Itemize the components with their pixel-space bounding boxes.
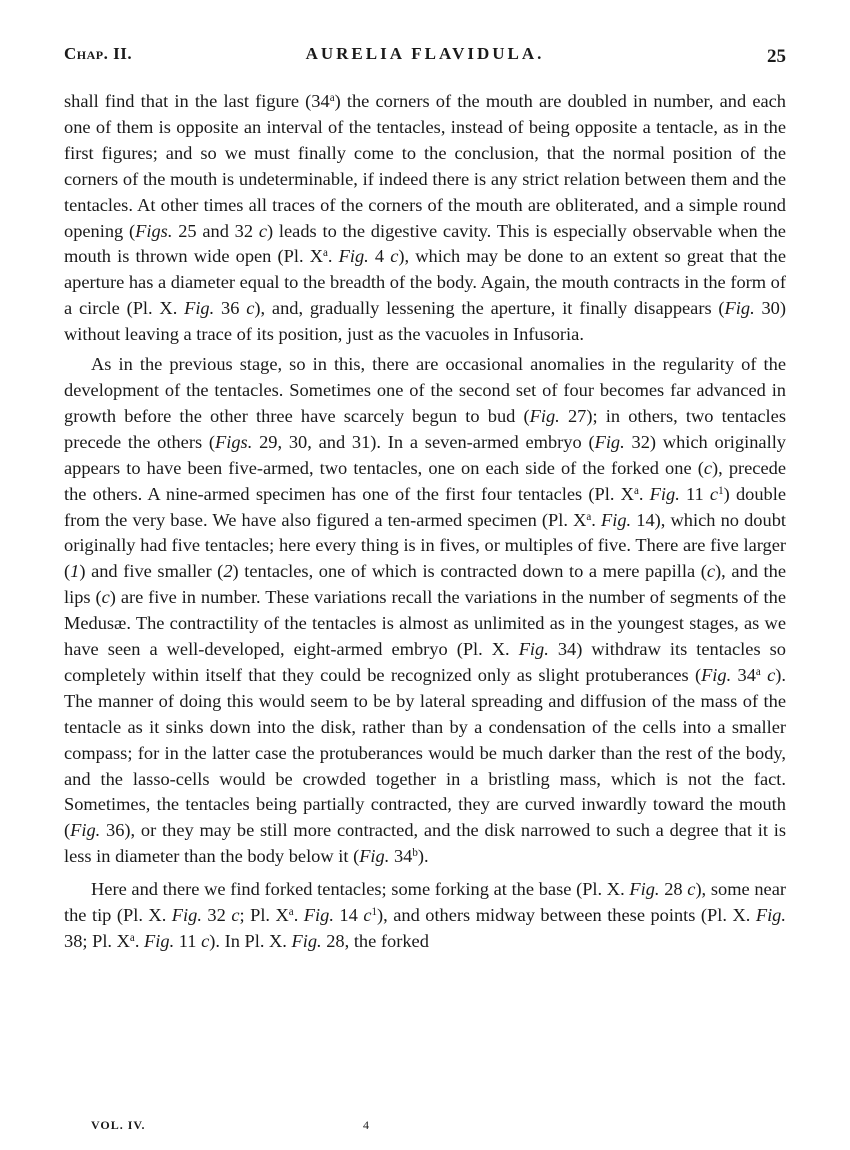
superscript: a — [288, 906, 294, 919]
italic-run: 2 — [223, 561, 233, 582]
italic-run: Fig. — [755, 905, 786, 926]
italic-run: c — [706, 561, 716, 582]
italic-run: c — [246, 298, 255, 319]
italic-run: c — [363, 905, 372, 926]
page-footer — [91, 1118, 611, 1136]
paragraph: As in the previous stage, so in this, there are occasional anomalies in the regularity of the development of the tentacles. Sometimes one of the second set of four becomes far advanced in growth before the other three have scarcely begun to bud (Fig. 27); in others, two tentacles precede the others (Figs. 29, 30, and 31). In a seven-armed embryo (Fig. 32) which originally appears to have been five-armed, two tentacles, one on each side of the forked one (c), precede the others. A nine-armed specimen has one of the first four tentacles (Pl. $X^a$. Fig. 11 $c^1$) double from the very base. We have also figured a ten-armed specimen (Pl. $X^a$. Fig. 14), which no doubt originally had five tentacles; here every thing is in fives, or multiples of five. There are five larger (1) and five smaller (2) tentacles, one of which is contracted down to a mere papilla (c), and the lips (c) are five in number. These variations recall the variations in the number of segments of the Medusæ. The contractility of the tentacles is almost as unlimited as in the youngest stages, as we have seen a well-developed, eight-armed embryo (Pl. X. Fig. 34) withdraw its tentacles so completely within itself that they could be recognized only as slight protuberances (Fig. 34$^a$ c). The manner of doing this would seem to be by lateral spreading and diffusion of the mass of the tentacle as it sinks down into the disk, rather than by a condensation of the cells into a smaller compass; for in the latter case the protuberances would be much darker than the rest of the body, and the lasso-cells would be crowded together in a bristling mass, which is not the fact. Sometimes, the tentacles being partially contracted, they are curved inwardly toward the mouth (Fig. 36), or they may be still more contracted, and the disk narrowed to such a degree that it is less in diameter than the body below it (Fig. 34$^b$). — [64, 354, 787, 867]
italic-run: c — [258, 220, 268, 241]
volume-mark: VOL. IV. — [91, 1118, 146, 1132]
superscript: b — [412, 847, 418, 860]
italic-run: Fig. — [338, 246, 369, 267]
superscript: a — [755, 665, 761, 678]
superscript: a — [129, 931, 135, 944]
italic-run: Fig. — [70, 820, 101, 841]
body-text — [64, 89, 786, 955]
italic-run: c — [201, 931, 210, 951]
superscript: a — [322, 247, 328, 260]
italic-run: c — [703, 457, 712, 478]
italic-run: Fig. — [649, 483, 680, 504]
signature-mark: 4 — [363, 1118, 369, 1132]
superscript: 1 — [371, 906, 377, 919]
italic-run: Fig. — [724, 298, 755, 319]
italic-run: Fig. — [171, 905, 202, 926]
italic-run: Fig. — [629, 879, 660, 900]
italic-run: Fig. — [701, 664, 732, 685]
italic-run: Fig. — [184, 298, 215, 319]
italic-run: c — [767, 664, 776, 685]
italic-run: 1 — [70, 561, 80, 582]
superscript: 1 — [718, 484, 724, 497]
italic-run: c — [687, 879, 696, 900]
italic-run: Figs. — [135, 220, 173, 241]
italic-run: Fig. — [359, 846, 390, 867]
italic-run: c — [231, 905, 240, 926]
superscript: a — [586, 510, 592, 523]
italic-run: c — [709, 483, 719, 504]
running-head — [64, 40, 786, 70]
italic-run: Fig. — [601, 509, 632, 530]
italic-run: Fig. — [529, 405, 560, 426]
paragraph: Here and there we find forked tentacles; some forking at the base (Pl. X. Fig. 28 c), some near the tip (Pl. X. Fig. 32 c; Pl. $X^a$. Fig. 14 $c^1$), and others midway between these points (Pl. X. Fig. 38; Pl. $X^a$. Fig. 11 c). In Pl. X. Fig. 28, the forked — [64, 879, 786, 951]
page-number: 25 — [767, 46, 786, 67]
italic-run: c — [390, 246, 399, 267]
italic-run: Fig. — [303, 905, 334, 926]
italic-run: Fig. — [518, 639, 549, 660]
running-title: AURELIA FLAVIDULA. — [305, 44, 545, 63]
italic-run: Fig. — [144, 931, 175, 951]
italic-run: Figs. — [215, 431, 253, 452]
chapter-label: Chap. II. — [64, 44, 133, 63]
paragraph: shall find that in the last figure (34$^a$) the corners of the mouth are doubled in number, and each one of them is opposite an interval of the tentacles, instead of being opposite a tentacle, as in the first figures; and so we must finally come to the conclusion, that the normal position of the corners of the mouth is undeterminable, if indeed there is any strict relation between them and the tentacles. At other times all traces of the corners of the mouth are obliterated, and a simple round opening (Figs. 25 and 32 c) leads to the digestive cavity. This is especially observable when the mouth is thrown wide open (Pl. $X^a$. Fig. 4 c), which may be done to an extent so great that the aperture has a diameter equal to the breadth of the body. Again, the mouth contracts in the form of a circle (Pl. X. Fig. 36 c), and, gradually lessening the aperture, it finally disappears (Fig. 30) without leaving a trace of its position, just as the vacuoles in Infusoria. — [64, 91, 786, 345]
superscript: a — [329, 91, 335, 104]
italic-run: c — [101, 587, 110, 608]
italic-run: Fig. — [594, 431, 625, 452]
italic-run: Fig. — [291, 931, 322, 951]
superscript: a — [633, 484, 639, 497]
